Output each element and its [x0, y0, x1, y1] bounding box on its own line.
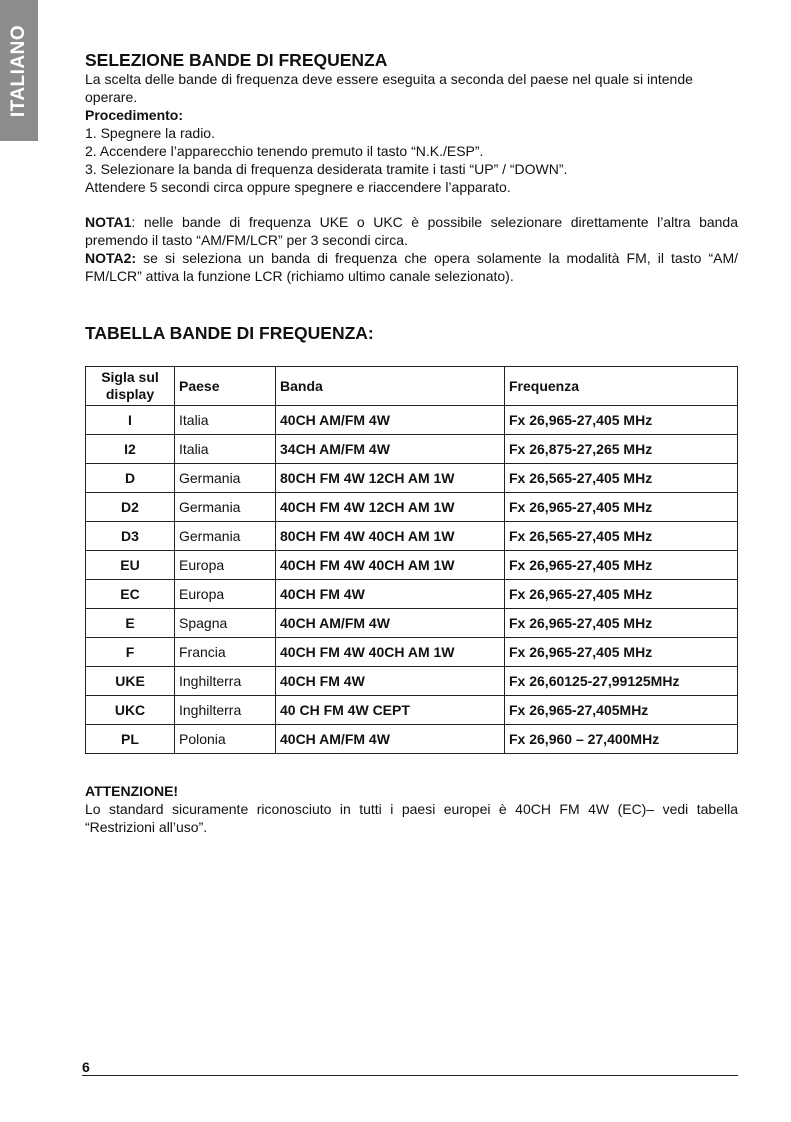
cell-sigla: D2 — [86, 493, 175, 522]
cell-frequenza: Fx 26,875-27,265 MHz — [505, 435, 738, 464]
table-header-row — [86, 367, 738, 406]
cell-banda: 40CH AM/FM 4W — [276, 725, 505, 754]
cell-paese: Inghilterra — [175, 667, 276, 696]
cell-paese: Italia — [175, 406, 276, 435]
cell-sigla: PL — [86, 725, 175, 754]
cell-frequenza: Fx 26,965-27,405 MHz — [505, 406, 738, 435]
table-row — [86, 638, 738, 667]
table-row — [86, 609, 738, 638]
table-row — [86, 522, 738, 551]
table-row — [86, 435, 738, 464]
nota1-paragraph — [85, 213, 738, 249]
main-content — [85, 50, 738, 343]
section-title: SELEZIONE BANDE DI FREQUENZA — [85, 50, 388, 70]
cell-banda: 80CH FM 4W 40CH AM 1W — [276, 522, 505, 551]
table-row — [86, 696, 738, 725]
cell-sigla: D3 — [86, 522, 175, 551]
table-row — [86, 406, 738, 435]
language-label: ITALIANO — [8, 24, 29, 117]
warning-text: Lo standard sicuramente riconosciuto in tutti i paesi europei è 40CH FM 4W (EC)– vedi tabella “Restrizioni all’uso”. — [85, 801, 738, 835]
nota2-paragraph — [85, 249, 738, 285]
cell-frequenza: Fx 26,965-27,405 MHz — [505, 609, 738, 638]
cell-sigla: I2 — [86, 435, 175, 464]
table-row — [86, 667, 738, 696]
cell-paese: Spagna — [175, 609, 276, 638]
header-frequenza: Frequenza — [505, 367, 738, 406]
cell-frequenza: Fx 26,965-27,405 MHz — [505, 493, 738, 522]
cell-sigla: I — [86, 406, 175, 435]
header-sigla — [86, 367, 175, 406]
table-row — [86, 725, 738, 754]
procedure-heading: Procedimento: — [85, 107, 184, 123]
cell-paese: Italia — [175, 435, 276, 464]
cell-sigla: E — [86, 609, 175, 638]
header-sigla-line1: Sigla sul — [101, 369, 159, 385]
warning-block — [85, 782, 738, 836]
header-banda: Banda — [276, 367, 505, 406]
page-number: 6 — [82, 1059, 90, 1075]
cell-frequenza: Fx 26,565-27,405 MHz — [505, 464, 738, 493]
cell-paese: Polonia — [175, 725, 276, 754]
cell-banda: 34CH AM/FM 4W — [276, 435, 505, 464]
cell-banda: 40CH AM/FM 4W — [276, 406, 505, 435]
cell-frequenza: Fx 26,565-27,405 MHz — [505, 522, 738, 551]
header-paese: Paese — [175, 367, 276, 406]
table-row — [86, 551, 738, 580]
cell-frequenza: Fx 26,965-27,405 MHz — [505, 551, 738, 580]
warning-heading: ATTENZIONE! — [85, 783, 179, 799]
cell-banda: 40CH FM 4W — [276, 580, 505, 609]
cell-banda: 40CH AM/FM 4W — [276, 609, 505, 638]
intro-paragraph: La scelta delle bande di frequenza deve essere eseguita a seconda del paese nel quale si intende operare. — [85, 71, 693, 105]
cell-paese: Inghilterra — [175, 696, 276, 725]
cell-sigla: EC — [86, 580, 175, 609]
cell-paese: Germania — [175, 522, 276, 551]
footer-divider — [82, 1075, 738, 1076]
cell-banda: 80CH FM 4W 12CH AM 1W — [276, 464, 505, 493]
table-row — [86, 580, 738, 609]
table-row — [86, 493, 738, 522]
frequency-bands-table — [85, 366, 738, 754]
cell-sigla: D — [86, 464, 175, 493]
cell-frequenza: Fx 26,965-27,405 MHz — [505, 638, 738, 667]
cell-paese: Francia — [175, 638, 276, 667]
cell-paese: Europa — [175, 551, 276, 580]
cell-banda: 40CH FM 4W 40CH AM 1W — [276, 638, 505, 667]
cell-sigla: EU — [86, 551, 175, 580]
cell-frequenza: Fx 26,60125-27,99125MHz — [505, 667, 738, 696]
nota2-text: se si seleziona un banda di frequenza che opera solamente la modalità FM, il tasto “AM/ FM/LCR” attiva la funzione LCR (richiamo ultimo canale selezionato). — [85, 250, 738, 284]
nota1-label: NOTA1 — [85, 214, 132, 230]
procedure-step-3: 3. Selezionare la banda di frequenza desiderata tramite i tasti “UP” / “DOWN”. — [85, 161, 568, 177]
header-sigla-line2: display — [105, 386, 155, 402]
cell-paese: Germania — [175, 464, 276, 493]
nota1-text: : nelle bande di frequenza UKE o UKC è possibile selezionare direttamente l’altra banda premendo il tasto “AM/FM/LCR” per 3 secondi circa. — [85, 214, 738, 248]
cell-paese: Europa — [175, 580, 276, 609]
cell-sigla: UKE — [86, 667, 175, 696]
cell-sigla: F — [86, 638, 175, 667]
cell-sigla: UKC — [86, 696, 175, 725]
cell-banda: 40CH FM 4W — [276, 667, 505, 696]
cell-paese: Germania — [175, 493, 276, 522]
cell-banda: 40 CH FM 4W CEPT — [276, 696, 505, 725]
table-title: TABELLA BANDE DI FREQUENZA: — [85, 323, 374, 343]
procedure-step-1: 1. Spegnere la radio. — [85, 125, 215, 141]
cell-banda: 40CH FM 4W 40CH AM 1W — [276, 551, 505, 580]
cell-frequenza: Fx 26,960 – 27,400MHz — [505, 725, 738, 754]
cell-banda: 40CH FM 4W 12CH AM 1W — [276, 493, 505, 522]
language-side-tab — [0, 0, 38, 141]
cell-frequenza: Fx 26,965-27,405 MHz — [505, 580, 738, 609]
nota2-label: NOTA2: — [85, 250, 137, 266]
procedure-step-2: 2. Accendere l’apparecchio tenendo premuto il tasto “N.K./ESP”. — [85, 143, 484, 159]
wait-instruction: Attendere 5 secondi circa oppure spegnere e riaccendere l’apparato. — [85, 179, 511, 195]
cell-frequenza: Fx 26,965-27,405MHz — [505, 696, 738, 725]
table-row — [86, 464, 738, 493]
